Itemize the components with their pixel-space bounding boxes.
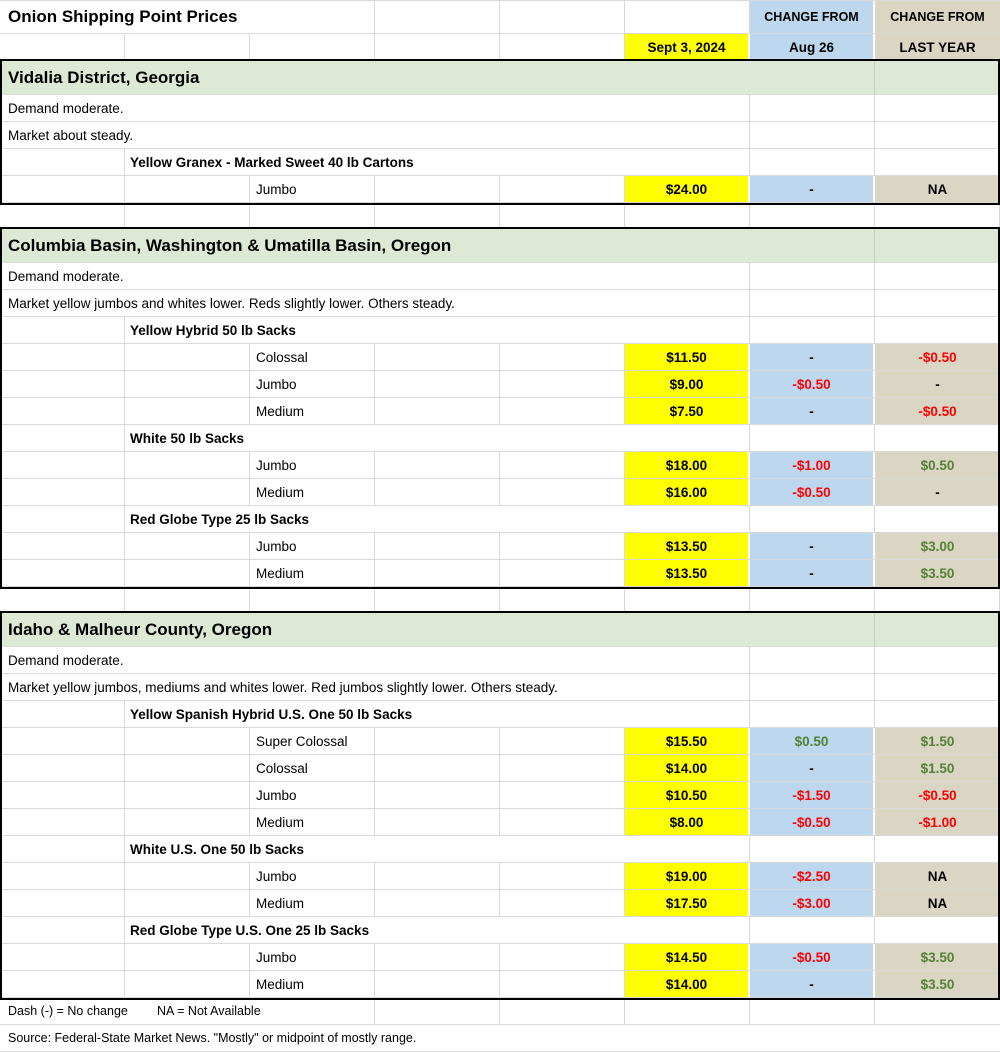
empty-cell xyxy=(125,560,250,586)
empty-cell xyxy=(500,782,625,808)
size-label: Jumbo xyxy=(250,944,375,970)
source-note: Source: Federal-State Market News. "Mostly" or midpoint of mostly range. xyxy=(8,1031,417,1045)
empty-cell xyxy=(375,176,500,202)
empty-cell xyxy=(0,533,125,559)
empty-cell xyxy=(0,34,125,60)
empty-cell xyxy=(750,290,875,316)
week-change-cell: -$2.50 xyxy=(750,863,875,889)
empty-cell xyxy=(500,371,625,397)
year-change-cell: NA xyxy=(875,890,1000,916)
spacer-cell xyxy=(0,587,125,612)
empty-cell xyxy=(125,944,250,970)
empty-cell xyxy=(0,944,125,970)
price-cell: $14.00 xyxy=(625,755,750,781)
empty-cell xyxy=(500,560,625,586)
year-change-header: CHANGE FROM xyxy=(875,1,1000,33)
size-label: Colossal xyxy=(250,755,375,781)
empty-cell xyxy=(375,344,500,370)
spacer-cell xyxy=(250,203,375,228)
price-cell: $13.50 xyxy=(625,560,750,586)
empty-cell xyxy=(0,836,125,862)
year-change-cell: $3.00 xyxy=(875,533,1000,559)
price-cell: $16.00 xyxy=(625,479,750,505)
price-row xyxy=(0,344,1000,371)
price-cell: $19.00 xyxy=(625,863,750,889)
note-row xyxy=(0,290,1000,317)
section-header-fill xyxy=(875,229,1000,262)
size-label: Jumbo xyxy=(250,176,375,202)
size-label: Medium xyxy=(250,809,375,835)
attribute-row xyxy=(0,917,1000,944)
section-title: Vidalia District, Georgia xyxy=(0,61,875,94)
empty-cell xyxy=(125,755,250,781)
empty-cell xyxy=(0,755,125,781)
title-row xyxy=(0,1,1000,34)
price-cell: $14.00 xyxy=(625,971,750,997)
empty-cell xyxy=(500,344,625,370)
empty-cell xyxy=(0,809,125,835)
year-change-cell: $1.50 xyxy=(875,755,1000,781)
spacer-cell xyxy=(750,587,875,612)
price-cell: $17.50 xyxy=(625,890,750,916)
section-title: Columbia Basin, Washington & Umatilla Basin, Oregon xyxy=(0,229,875,262)
empty-cell xyxy=(875,998,1000,1024)
price-row xyxy=(0,560,1000,587)
empty-cell xyxy=(500,809,625,835)
market-note: Demand moderate. xyxy=(0,95,750,121)
price-row xyxy=(0,890,1000,917)
spacer-row xyxy=(0,203,1000,229)
empty-cell xyxy=(0,701,125,727)
dash-legend: Dash (-) = No change xyxy=(8,1004,128,1018)
spacer-cell xyxy=(500,587,625,612)
empty-cell xyxy=(0,782,125,808)
empty-cell xyxy=(125,782,250,808)
attribute-label: Yellow Granex - Marked Sweet 40 lb Cartons xyxy=(125,149,750,175)
empty-cell xyxy=(0,863,125,889)
note-row xyxy=(0,674,1000,701)
attribute-row xyxy=(0,425,1000,452)
price-cell: $14.50 xyxy=(625,944,750,970)
price-row xyxy=(0,863,1000,890)
empty-cell xyxy=(625,998,750,1024)
size-label: Super Colossal xyxy=(250,728,375,754)
price-cell: $18.00 xyxy=(625,452,750,478)
spacer-cell xyxy=(375,203,500,228)
empty-cell xyxy=(375,1,500,33)
district-sections xyxy=(0,61,1000,998)
size-label: Jumbo xyxy=(250,452,375,478)
empty-cell xyxy=(750,263,875,289)
section-header-fill xyxy=(875,61,1000,94)
size-label: Jumbo xyxy=(250,863,375,889)
empty-cell xyxy=(375,728,500,754)
week-change-cell: - xyxy=(750,344,875,370)
empty-cell xyxy=(375,809,500,835)
attribute-row xyxy=(0,506,1000,533)
empty-cell xyxy=(750,836,875,862)
week-change-cell: - xyxy=(750,971,875,997)
section-header-row xyxy=(0,61,1000,95)
empty-cell xyxy=(125,371,250,397)
price-row xyxy=(0,398,1000,425)
attribute-row xyxy=(0,149,1000,176)
week-change-cell: -$1.50 xyxy=(750,782,875,808)
empty-cell xyxy=(500,1,625,33)
empty-cell xyxy=(500,971,625,997)
empty-cell xyxy=(750,149,875,175)
spacer-cell xyxy=(125,587,250,612)
price-cell: $15.50 xyxy=(625,728,750,754)
page-title: Onion Shipping Point Prices xyxy=(0,1,375,33)
spacer-cell xyxy=(875,203,1000,228)
empty-cell xyxy=(625,1,750,33)
empty-cell xyxy=(500,890,625,916)
size-label: Colossal xyxy=(250,344,375,370)
empty-cell xyxy=(750,425,875,451)
week-change-cell: -$0.50 xyxy=(750,944,875,970)
report-date: Sept 3, 2024 xyxy=(625,34,750,60)
price-row xyxy=(0,809,1000,836)
empty-cell xyxy=(0,479,125,505)
empty-cell xyxy=(125,533,250,559)
spacer-row xyxy=(0,587,1000,613)
note-row xyxy=(0,647,1000,674)
price-cell: $9.00 xyxy=(625,371,750,397)
year-change-cell: $3.50 xyxy=(875,971,1000,997)
empty-cell xyxy=(875,263,1000,289)
attribute-row xyxy=(0,701,1000,728)
year-change-cell: - xyxy=(875,371,1000,397)
attribute-label: Yellow Spanish Hybrid U.S. One 50 lb Sacks xyxy=(125,701,750,727)
empty-cell xyxy=(875,425,1000,451)
attribute-label: Yellow Hybrid 50 lb Sacks xyxy=(125,317,750,343)
empty-cell xyxy=(0,917,125,943)
market-note: Market yellow jumbos, mediums and whites lower. Red jumbos slightly lower. Others steady. xyxy=(0,674,750,700)
price-cell: $8.00 xyxy=(625,809,750,835)
empty-cell xyxy=(375,371,500,397)
empty-cell xyxy=(750,122,875,148)
price-row xyxy=(0,452,1000,479)
size-label: Medium xyxy=(250,479,375,505)
empty-cell xyxy=(500,755,625,781)
price-row xyxy=(0,533,1000,560)
empty-cell xyxy=(375,398,500,424)
empty-cell xyxy=(875,317,1000,343)
empty-cell xyxy=(0,149,125,175)
market-note: Market about steady. xyxy=(0,122,750,148)
spacer-cell xyxy=(500,203,625,228)
attribute-label: White 50 lb Sacks xyxy=(125,425,750,451)
week-change-cell: -$1.00 xyxy=(750,452,875,478)
source-row xyxy=(0,1025,1000,1052)
price-row xyxy=(0,782,1000,809)
market-note: Demand moderate. xyxy=(0,647,750,673)
empty-cell xyxy=(125,398,250,424)
market-note: Market yellow jumbos and whites lower. Reds slightly lower. Others steady. xyxy=(0,290,750,316)
size-label: Medium xyxy=(250,398,375,424)
year-change-cell: $1.50 xyxy=(875,728,1000,754)
legend-row xyxy=(0,998,1000,1025)
price-cell: $11.50 xyxy=(625,344,750,370)
empty-cell xyxy=(375,863,500,889)
empty-cell xyxy=(125,863,250,889)
attribute-label: White U.S. One 50 lb Sacks xyxy=(125,836,750,862)
spacer-cell xyxy=(625,203,750,228)
week-change-cell: -$0.50 xyxy=(750,371,875,397)
week-change-header: CHANGE FROM xyxy=(750,1,875,33)
empty-cell xyxy=(0,176,125,202)
empty-cell xyxy=(750,317,875,343)
empty-cell xyxy=(0,560,125,586)
empty-cell xyxy=(750,506,875,532)
empty-cell xyxy=(375,998,500,1024)
week-change-subheader: Aug 26 xyxy=(750,34,875,60)
empty-cell xyxy=(500,863,625,889)
size-label: Jumbo xyxy=(250,782,375,808)
empty-cell xyxy=(125,344,250,370)
year-change-cell: - xyxy=(875,479,1000,505)
empty-cell xyxy=(875,701,1000,727)
year-change-cell: NA xyxy=(875,863,1000,889)
empty-cell xyxy=(250,34,375,60)
spacer-cell xyxy=(375,587,500,612)
week-change-cell: - xyxy=(750,533,875,559)
empty-cell xyxy=(125,479,250,505)
size-label: Medium xyxy=(250,890,375,916)
empty-cell xyxy=(125,452,250,478)
year-change-subheader: LAST YEAR xyxy=(875,34,1000,60)
empty-cell xyxy=(750,917,875,943)
empty-cell xyxy=(500,176,625,202)
attribute-label: Red Globe Type U.S. One 25 lb Sacks xyxy=(125,917,750,943)
price-cell: $10.50 xyxy=(625,782,750,808)
size-label: Jumbo xyxy=(250,371,375,397)
year-change-cell: $3.50 xyxy=(875,560,1000,586)
empty-cell xyxy=(125,890,250,916)
empty-cell xyxy=(0,452,125,478)
empty-cell xyxy=(500,998,625,1024)
attribute-row xyxy=(0,317,1000,344)
empty-cell xyxy=(0,398,125,424)
legend-cell xyxy=(0,998,375,1024)
empty-cell xyxy=(875,836,1000,862)
empty-cell xyxy=(875,647,1000,673)
empty-cell xyxy=(875,290,1000,316)
price-cell: $24.00 xyxy=(625,176,750,202)
empty-cell xyxy=(875,674,1000,700)
attribute-label: Red Globe Type 25 lb Sacks xyxy=(125,506,750,532)
empty-cell xyxy=(500,479,625,505)
note-row xyxy=(0,122,1000,149)
empty-cell xyxy=(750,647,875,673)
year-change-cell: -$1.00 xyxy=(875,809,1000,835)
price-row xyxy=(0,371,1000,398)
price-row xyxy=(0,176,1000,203)
empty-cell xyxy=(375,560,500,586)
week-change-cell: - xyxy=(750,560,875,586)
year-change-cell: NA xyxy=(875,176,1000,202)
empty-cell xyxy=(375,533,500,559)
section-header-row xyxy=(0,613,1000,647)
market-note: Demand moderate. xyxy=(0,263,750,289)
empty-cell xyxy=(875,917,1000,943)
empty-cell xyxy=(750,998,875,1024)
empty-cell xyxy=(125,971,250,997)
empty-cell xyxy=(375,944,500,970)
empty-cell xyxy=(375,971,500,997)
na-legend: NA = Not Available xyxy=(157,1004,261,1018)
empty-cell xyxy=(500,34,625,60)
price-row xyxy=(0,728,1000,755)
empty-cell xyxy=(500,533,625,559)
empty-cell xyxy=(0,890,125,916)
spacer-cell xyxy=(125,203,250,228)
empty-cell xyxy=(500,398,625,424)
empty-cell xyxy=(125,34,250,60)
empty-cell xyxy=(0,371,125,397)
empty-cell xyxy=(375,452,500,478)
price-cell: $13.50 xyxy=(625,533,750,559)
price-row xyxy=(0,479,1000,506)
empty-cell xyxy=(500,944,625,970)
year-change-cell: $0.50 xyxy=(875,452,1000,478)
size-label: Jumbo xyxy=(250,533,375,559)
section-header-fill xyxy=(875,613,1000,646)
price-row xyxy=(0,755,1000,782)
year-change-cell: -$0.50 xyxy=(875,782,1000,808)
empty-cell xyxy=(125,809,250,835)
section-header-row xyxy=(0,229,1000,263)
empty-cell xyxy=(0,317,125,343)
year-change-cell: $3.50 xyxy=(875,944,1000,970)
subheader-row xyxy=(0,34,1000,61)
empty-cell xyxy=(375,755,500,781)
empty-cell xyxy=(500,452,625,478)
empty-cell xyxy=(375,782,500,808)
spacer-cell xyxy=(625,587,750,612)
empty-cell xyxy=(0,425,125,451)
spacer-cell xyxy=(0,203,125,228)
week-change-cell: -$0.50 xyxy=(750,479,875,505)
empty-cell xyxy=(0,728,125,754)
empty-cell xyxy=(750,95,875,121)
year-change-cell: -$0.50 xyxy=(875,398,1000,424)
price-cell: $7.50 xyxy=(625,398,750,424)
week-change-cell: -$0.50 xyxy=(750,809,875,835)
week-change-cell: -$3.00 xyxy=(750,890,875,916)
spacer-cell xyxy=(250,587,375,612)
empty-cell xyxy=(875,149,1000,175)
spacer-cell xyxy=(750,203,875,228)
empty-cell xyxy=(0,344,125,370)
size-label: Medium xyxy=(250,560,375,586)
note-row xyxy=(0,263,1000,290)
empty-cell xyxy=(125,176,250,202)
spacer-cell xyxy=(875,587,1000,612)
empty-cell xyxy=(875,95,1000,121)
empty-cell xyxy=(750,674,875,700)
empty-cell xyxy=(0,506,125,532)
note-row xyxy=(0,95,1000,122)
empty-cell xyxy=(375,479,500,505)
empty-cell xyxy=(875,122,1000,148)
attribute-row xyxy=(0,836,1000,863)
week-change-cell: - xyxy=(750,176,875,202)
year-change-cell: -$0.50 xyxy=(875,344,1000,370)
week-change-cell: $0.50 xyxy=(750,728,875,754)
empty-cell xyxy=(875,506,1000,532)
empty-cell xyxy=(125,728,250,754)
section-title: Idaho & Malheur County, Oregon xyxy=(0,613,875,646)
price-row xyxy=(0,971,1000,998)
empty-cell xyxy=(500,728,625,754)
price-row xyxy=(0,944,1000,971)
empty-cell xyxy=(375,34,500,60)
empty-cell xyxy=(0,971,125,997)
empty-cell xyxy=(750,701,875,727)
size-label: Medium xyxy=(250,971,375,997)
week-change-cell: - xyxy=(750,755,875,781)
week-change-cell: - xyxy=(750,398,875,424)
empty-cell xyxy=(375,890,500,916)
